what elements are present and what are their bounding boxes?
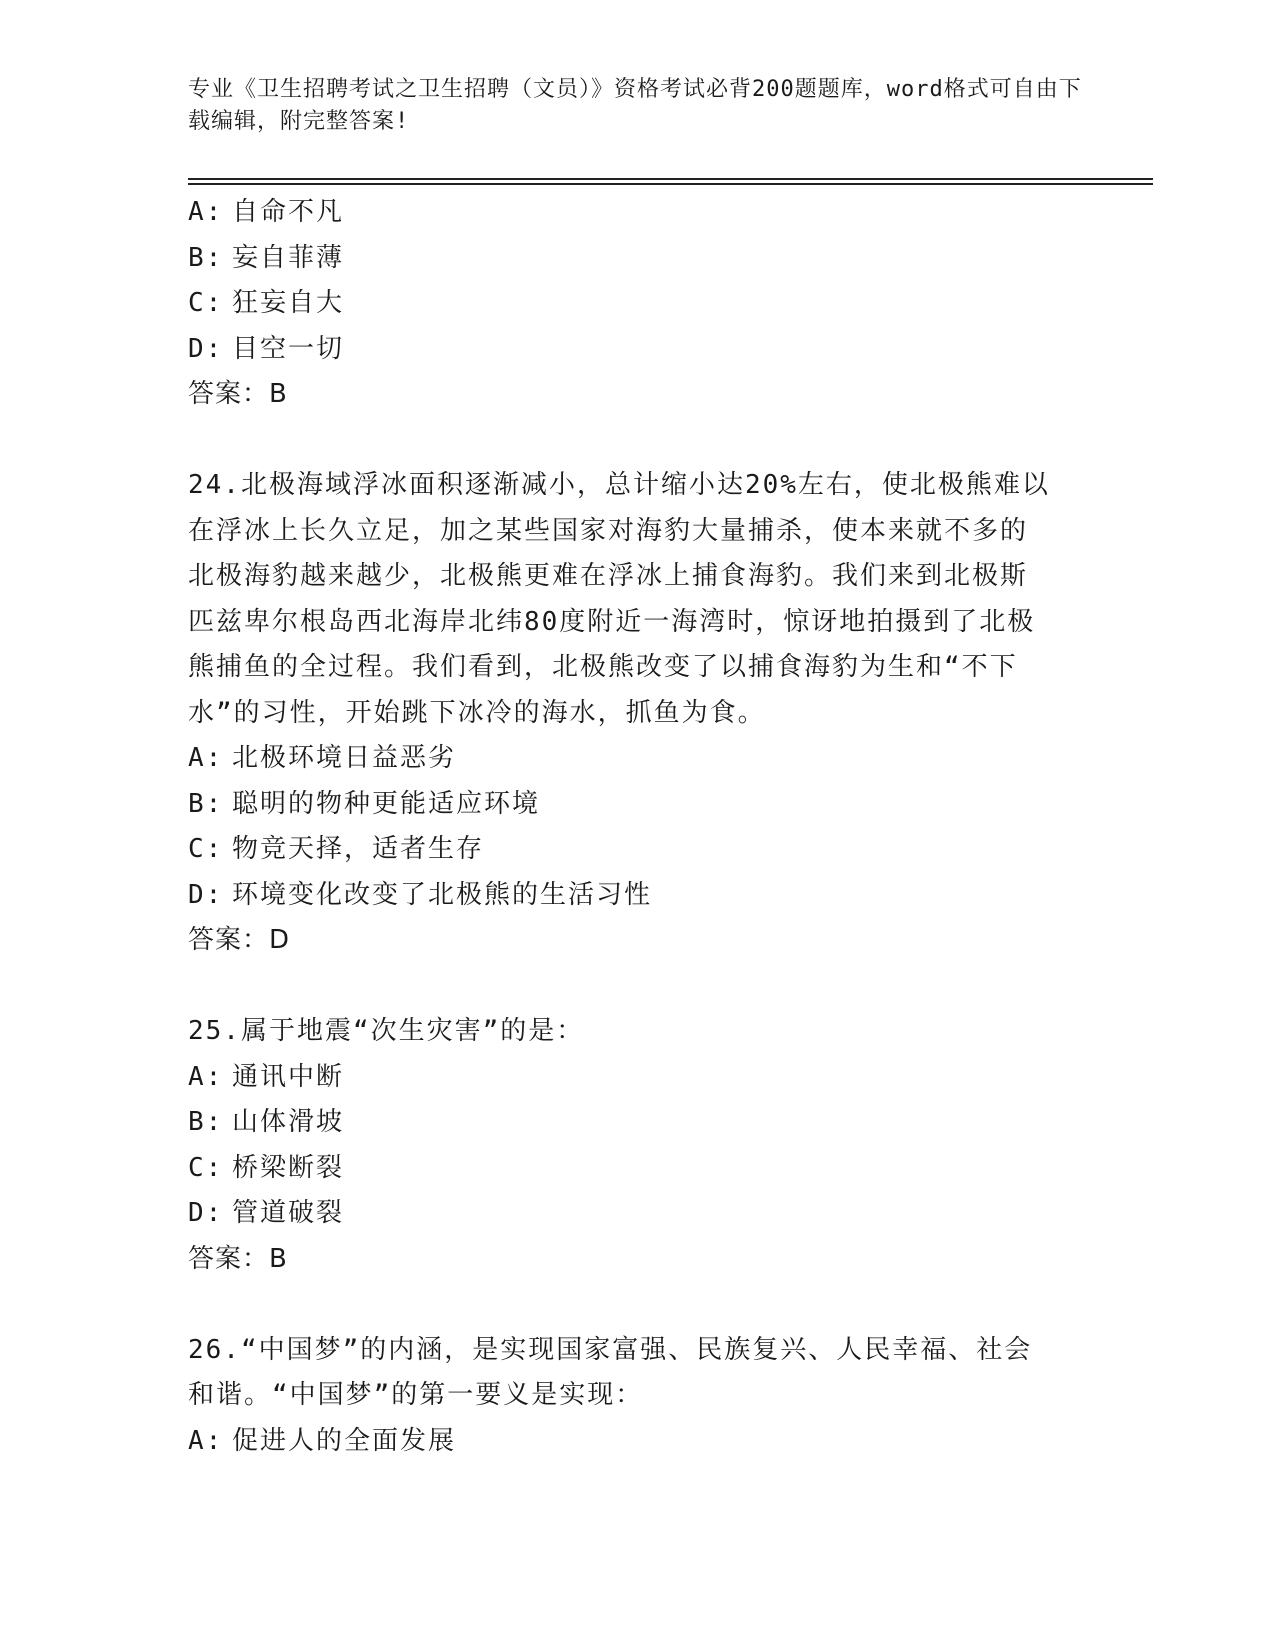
question-text-line: 匹兹卑尔根岛西北海岸北纬80度附近一海湾时，惊讶地拍摄到了北极: [188, 606, 1036, 637]
option-b: B: 山体滑坡: [188, 1107, 345, 1137]
option-c: C: 物竞天择，适者生存: [188, 834, 485, 864]
option-a: A: 通讯中断: [188, 1061, 345, 1092]
option-b: B: 聪明的物种更能适应环境: [188, 788, 541, 819]
header-rule-top: [188, 178, 1153, 180]
question-text-line: 和谐。“中国梦”的第一要义是实现：: [188, 1380, 644, 1410]
option-d: D: 目空一切: [188, 333, 345, 364]
question-text-line: 水”的习性，开始跳下冰冷的海水，抓鱼为食。: [188, 697, 766, 728]
option-a: A: 自命不凡: [188, 197, 345, 227]
option-c: C: 桥梁断裂: [188, 1152, 345, 1183]
question-23: [188, 190, 1088, 418]
question-text-line: 北极海豹越来越少，北极熊更难在浮冰上捕食海豹。我们来到北极斯: [188, 561, 1029, 591]
question-25: [188, 1009, 1088, 1282]
answer-line: 答案：D: [188, 925, 291, 955]
document-header: 专业《卫生招聘考试之卫生招聘（文员）》资格考试必背200题题库，word格式可自由下载编辑，附完整答案!: [188, 77, 1082, 134]
option-a: A: 北极环境日益恶劣: [188, 743, 457, 773]
question-text-line: 26.“中国梦”的内涵，是实现国家富强、民族复兴、人民幸福、社会: [188, 1334, 1033, 1365]
option-b: B: 妄自菲薄: [188, 242, 345, 273]
question-text-line: 25.属于地震“次生灾害”的是：: [188, 1016, 585, 1046]
question-content: [188, 190, 1088, 1464]
header-rule-bottom: [188, 183, 1153, 185]
question-text-line: 在浮冰上长久立足，加之某些国家对海豹大量捕杀，使本来就不多的: [188, 515, 1029, 546]
question-text-line: 24.北极海域浮冰面积逐渐减小，总计缩小达20%左右，使北极熊难以: [188, 470, 1050, 500]
question-26: [188, 1328, 1088, 1465]
option-c: C: 狂妄自大: [188, 288, 345, 318]
option-d: D: 环境变化改变了北极熊的生活习性: [188, 879, 653, 910]
question-24: [188, 463, 1088, 964]
option-d: D: 管道破裂: [188, 1198, 345, 1228]
question-text-line: 熊捕鱼的全过程。我们看到，北极熊改变了以捕食海豹为生和“不下: [188, 652, 1018, 682]
answer-line: 答案：B: [188, 1243, 288, 1274]
answer-line: 答案：B: [188, 379, 288, 409]
option-a: A: 促进人的全面发展: [188, 1425, 457, 1456]
